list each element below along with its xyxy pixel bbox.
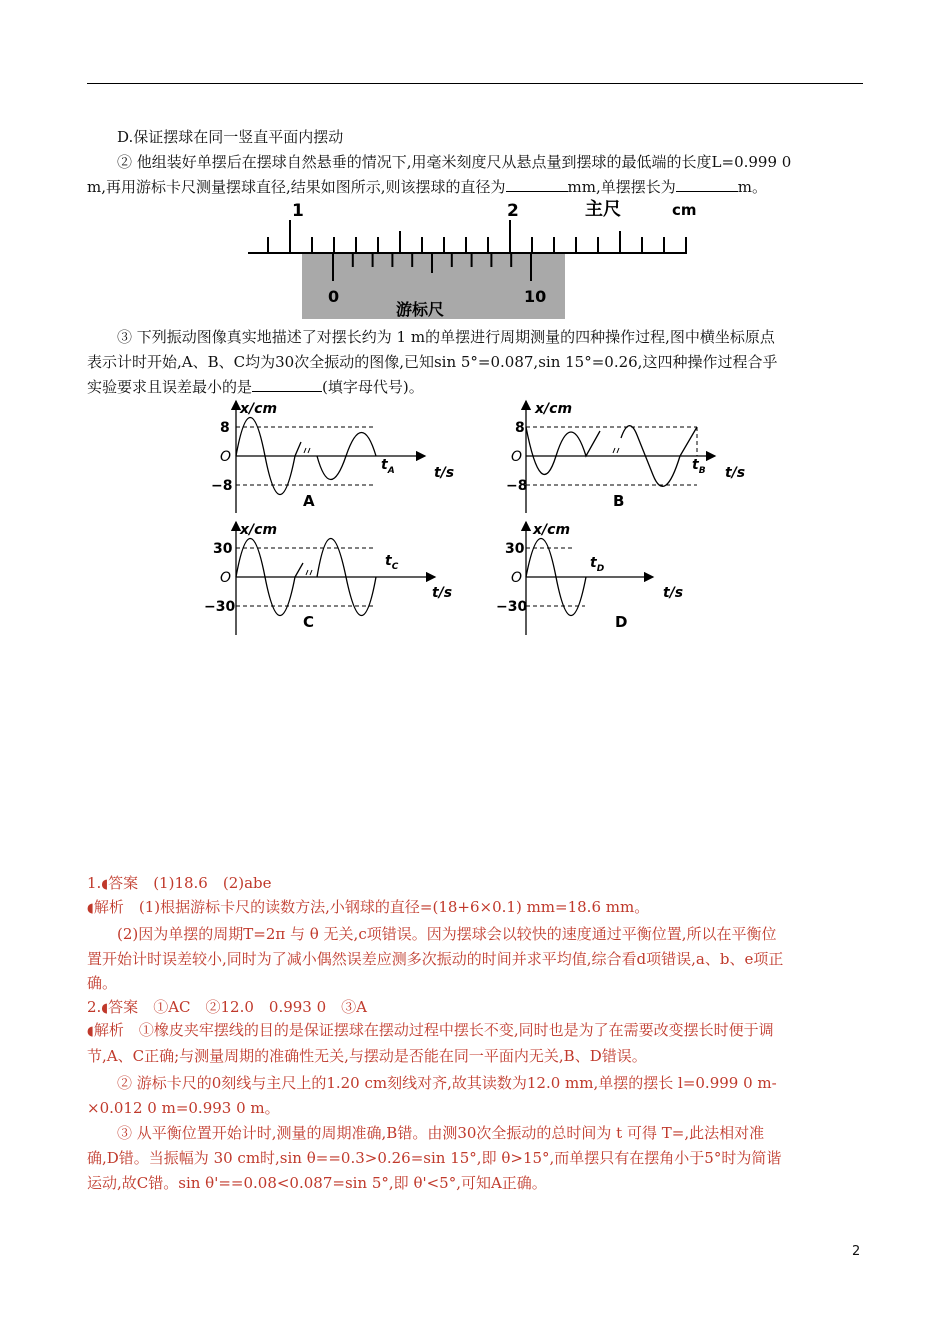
part2-text-a: m,再用游标卡尺测量摆球直径,结果如图所示,则该摆球的直径为	[87, 178, 506, 196]
answer-2-exp-line5: ③ 从平衡位置开始计时,测量的周期准确,B错。由测30次全振动的总时间为 t 可得 T=,此法相对准	[117, 1124, 765, 1142]
answer-1-exp-line2: (2)因为单摆的周期T=2π 与 θ 无关,c项错误。因为摆球会以较快的速度通过平衡位置,所以在平衡位	[117, 925, 777, 943]
answer-1	[87, 871, 863, 897]
graph-c-origin: O	[220, 570, 232, 586]
graph-b-pos: 8	[515, 420, 525, 436]
choice-blank	[252, 377, 322, 392]
graph-b-neg: −8	[506, 478, 528, 494]
graph-d-neg: −30	[496, 599, 528, 615]
part3-line2: 表示计时开始,A、B、C均为30次全振动的图像,已知sin 5°=0.087,sin 15°=0.26,这四种操作过程合乎	[87, 353, 778, 371]
diameter-blank	[506, 177, 568, 192]
answer-mark-icon: ◖	[101, 1001, 109, 1016]
graph-c	[204, 522, 452, 635]
answer-2-title: 答案	[108, 998, 139, 1016]
graph-d	[496, 522, 683, 635]
answer-1-exp-title: 解析	[93, 898, 124, 916]
graph-a-y-label: x/cm	[240, 401, 278, 417]
graph-c-neg: −30	[204, 599, 236, 615]
graph-c-pos: 30	[213, 541, 233, 557]
vernier-label-10: 10	[524, 287, 547, 306]
answer-2-exp-line7: 运动,故C错。sin θ'==0.08<0.087=sin 5°,即 θ'<5°,可知A正确。	[87, 1174, 547, 1192]
graph-c-t: $t_C$	[385, 553, 399, 572]
part2-line1: ② 他组装好单摆后在摆球自然悬垂的情况下,用毫米刻度尺从悬点量到摆球的最低端的长度L=0.999 0	[117, 153, 792, 171]
answer-1-exp-line4: 确。	[87, 974, 118, 992]
answer-2-exp-line1	[87, 1018, 863, 1044]
header-rule	[87, 83, 863, 84]
answer-1-exp-line3: 置开始计时误差较小,同时为了减小偶然误差应测多次振动的时间并求平均值,综合看d项错误,a、b、e项正	[87, 950, 784, 968]
unit-label: cm	[672, 201, 697, 219]
answer-1-number: 1.	[87, 874, 102, 892]
graph-d-x-label: t/s	[663, 585, 684, 601]
graph-a-neg: −8	[211, 478, 233, 494]
answer-2-exp-line4: ×0.012 0 m=0.993 0 m。	[87, 1099, 280, 1117]
graph-c-x-label: t/s	[432, 585, 453, 601]
part3-text-b: (填字母代号)。	[322, 378, 424, 396]
vernier-scale-name: 游标尺	[396, 300, 445, 319]
graph-b-origin: O	[511, 449, 523, 465]
length-blank	[676, 177, 738, 192]
option-d: D.保证摆球在同一竖直平面内摆动	[117, 128, 344, 146]
graph-c-y-label: x/cm	[240, 522, 278, 538]
answer-2-exp-title: 解析	[93, 1021, 124, 1039]
part3-line1: ③ 下列振动图像真实地描述了对摆长约为 1 m的单摆进行周期测量的四种操作过程,图中横坐标原点	[117, 328, 775, 346]
graph-a-x-label: t/s	[434, 465, 455, 481]
graph-d-t: $t_D$	[590, 555, 605, 574]
graph-a-name: A	[303, 492, 315, 510]
answer-2-exp-line2: 节,A、C正确;与测量周期的准确性无关,与摆动是否能在同一平面内无关,B、D错误。	[87, 1047, 647, 1065]
graph-d-name: D	[615, 613, 628, 631]
graph-d-pos: 30	[505, 541, 525, 557]
graph-c-name: C	[303, 613, 315, 631]
answer-1-exp-line1	[87, 895, 863, 921]
vernier-label-0: 0	[328, 287, 340, 306]
vibration-graphs	[195, 395, 765, 640]
explanation-mark-icon: ◖	[87, 1024, 94, 1039]
explanation-mark-icon: ◖	[87, 901, 94, 916]
answer-mark-icon: ◖	[101, 877, 109, 892]
answer-1-text: (1)18.6 (2)abe	[153, 874, 272, 892]
answer-2-exp-line3: ② 游标卡尺的0刻线与主尺上的1.20 cm刻线对齐,故其读数为12.0 mm,单摆的摆长 l=0.999 0 m-	[117, 1074, 777, 1092]
answer-2-number: 2.	[87, 998, 102, 1016]
answer-1-exp1: (1)根据游标卡尺的读数方法,小钢球的直径=(18+6×0.1) mm=18.6 mm。	[138, 898, 650, 916]
part2-text-b: mm,单摆摆长为	[567, 178, 676, 196]
graph-b-x-label: t/s	[725, 465, 746, 481]
graph-a-origin: O	[220, 449, 232, 465]
graph-b-y-label: x/cm	[535, 401, 573, 417]
part2-text-c: m。	[737, 178, 767, 196]
graph-b-t: $t_B$	[692, 457, 706, 476]
main-scale-name: 主尺	[585, 199, 621, 220]
main-label-1: 1	[292, 201, 304, 221]
page-number: 2	[852, 1244, 861, 1259]
graph-a	[211, 401, 454, 513]
graph-a-t: $t_A$	[381, 457, 395, 476]
main-label-2: 2	[507, 201, 519, 221]
graph-a-pos: 8	[220, 420, 230, 436]
graph-b-name: B	[613, 492, 625, 510]
answer-2-exp1: ①橡皮夹牢摆线的目的是保证摆球在摆动过程中摆长不变,同时也是为了在需要改变摆长时便于调	[138, 1021, 774, 1039]
answer-2-exp-line6: 确,D错。当振幅为 30 cm时,sin θ==0.3>0.26=sin 15°,即 θ>15°,而单摆只有在摆角小于5°时为简谐	[87, 1149, 782, 1167]
answer-1-title: 答案	[108, 874, 139, 892]
main-scale-ticks	[268, 220, 686, 253]
vernier-caliper-figure	[230, 195, 720, 325]
graph-d-origin: O	[511, 570, 523, 586]
graph-d-y-label: x/cm	[533, 522, 571, 538]
part3-text-a: 实验要求且误差最小的是	[87, 378, 253, 396]
graph-b	[506, 401, 745, 513]
answer-2-text: ①AC ②12.0 0.993 0 ③A	[153, 998, 367, 1016]
